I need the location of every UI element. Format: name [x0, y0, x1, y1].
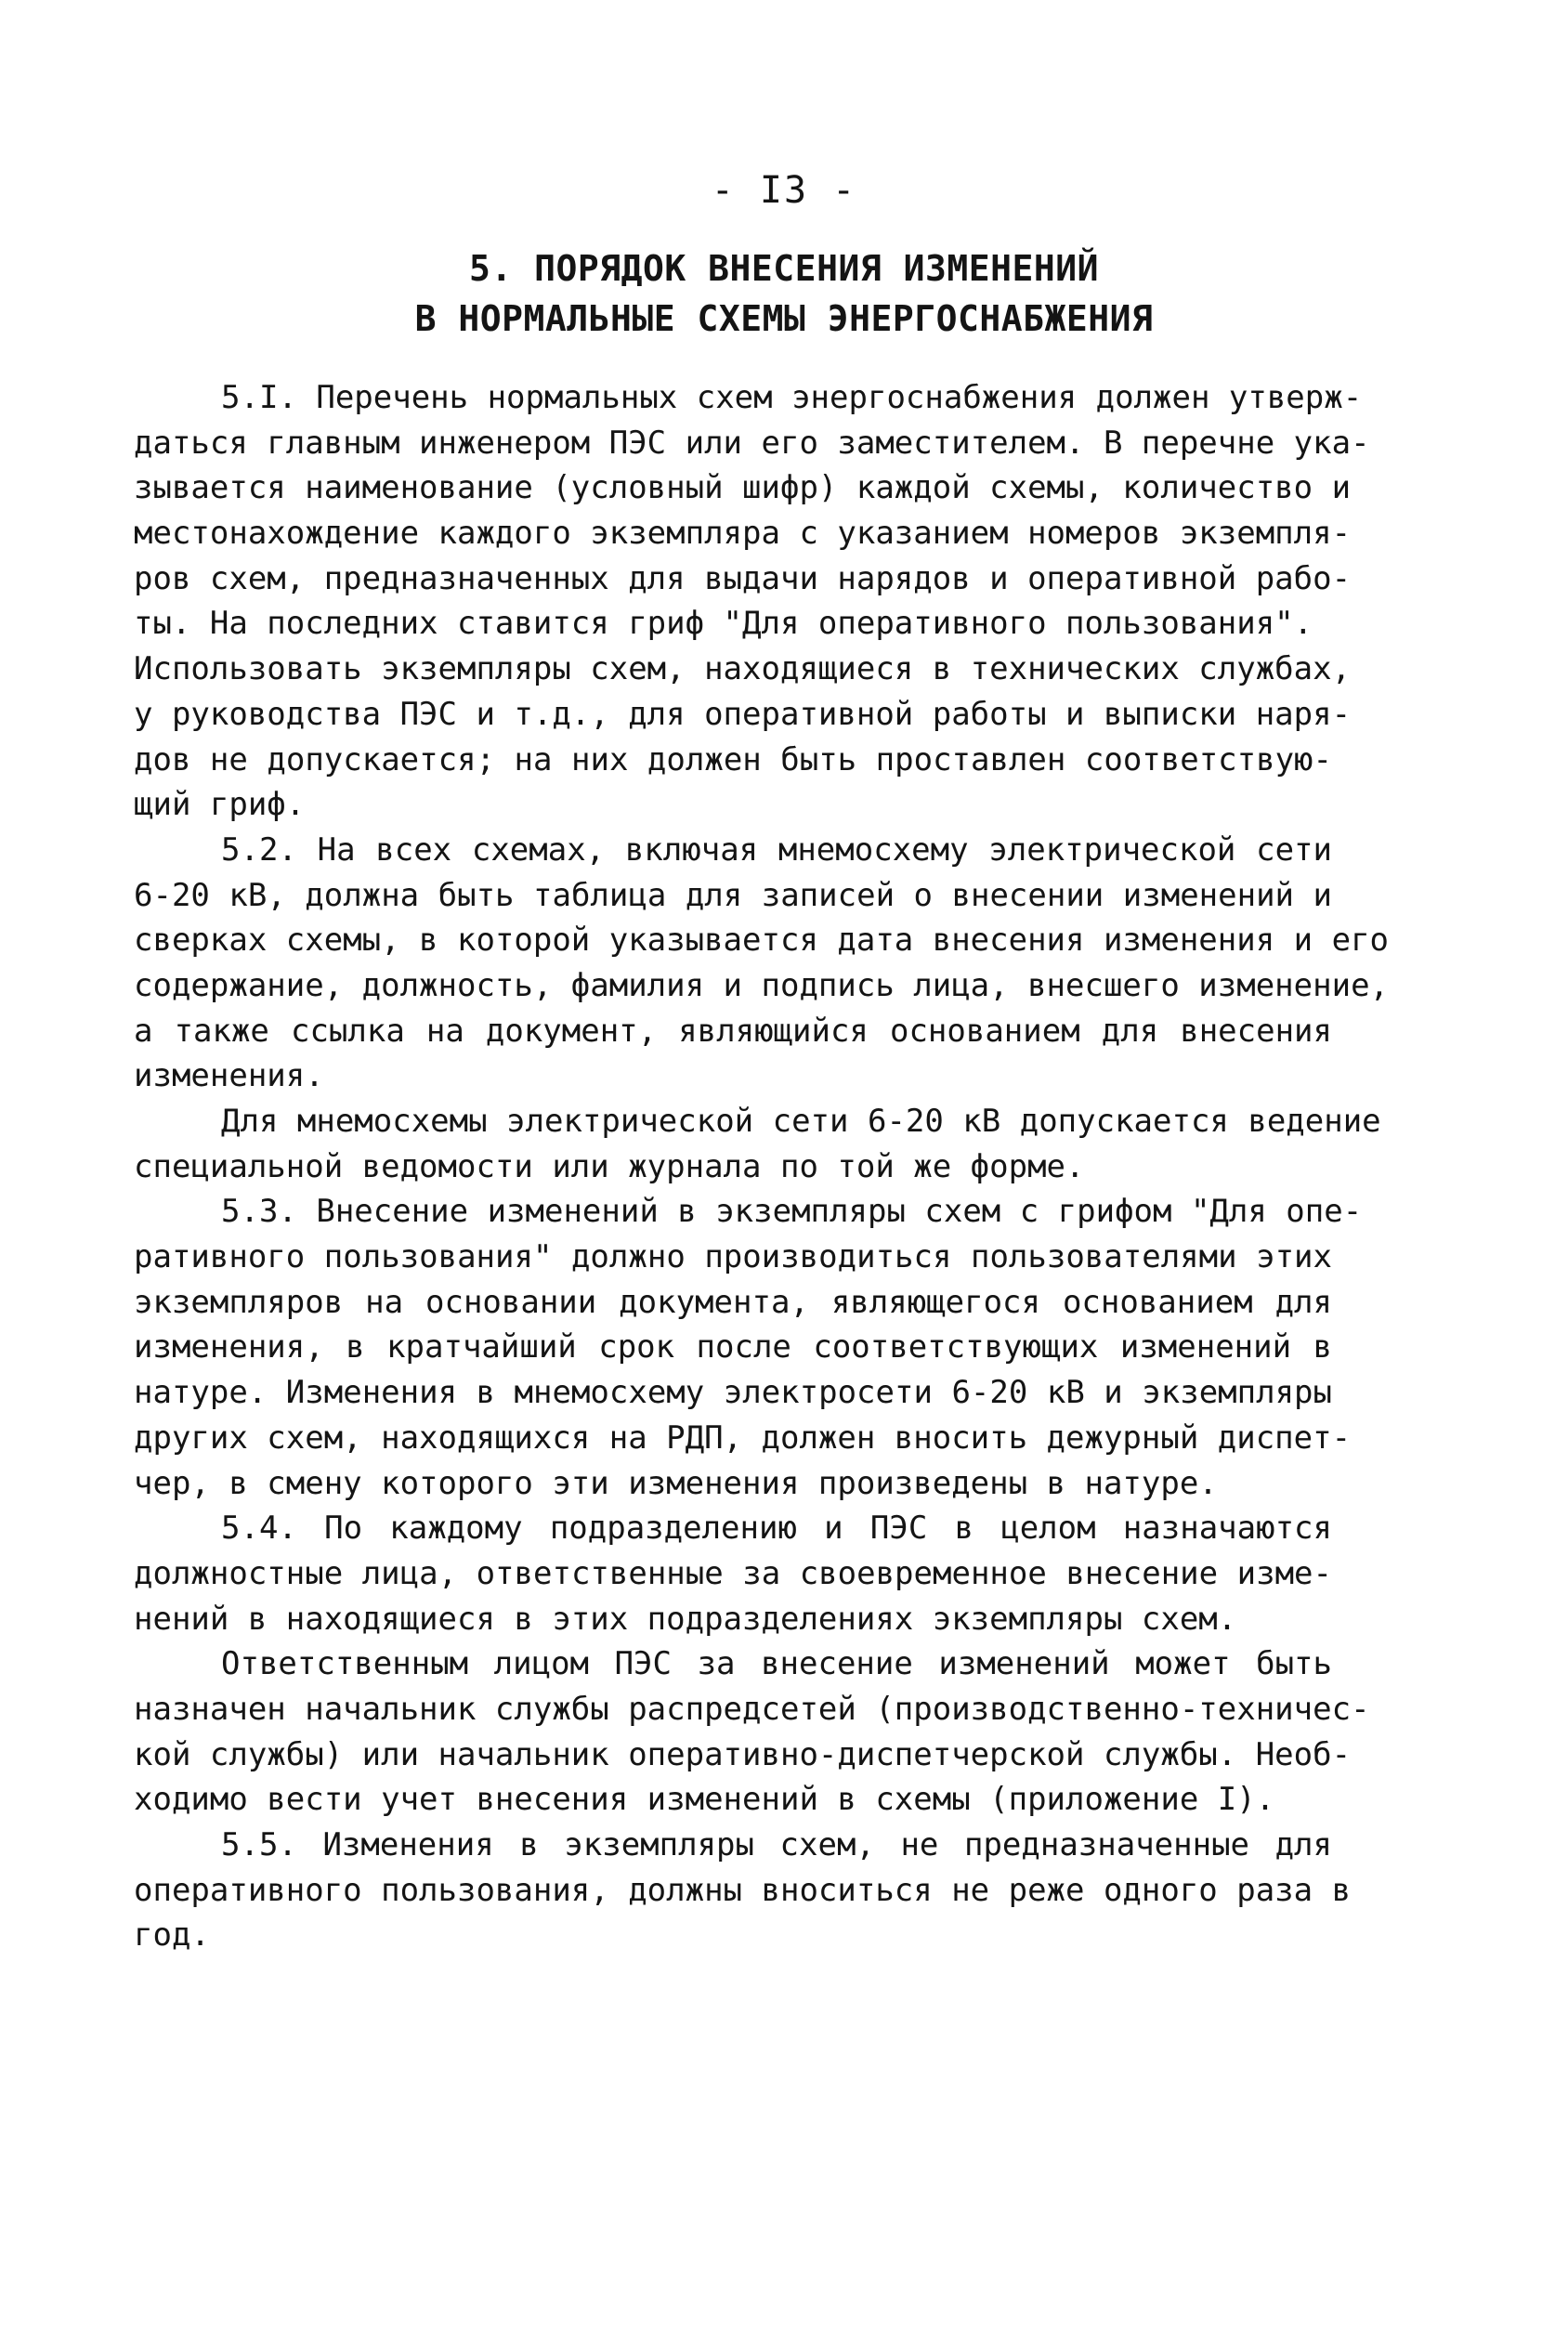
text-line: чер, в смену которого эти изменения произведены в натуре.	[134, 1464, 1218, 1502]
text-line: а также ссылка на документ, являющийся основанием для внесения	[134, 1012, 1332, 1050]
text-line: 5.4. По каждому подразделению и ПЭС в целом назначаются	[221, 1510, 1332, 1548]
text-line: должностные лица, ответственные за своевременное внесение изме-	[134, 1554, 1332, 1592]
text-line: Для мнемосхемы электрической сети 6-20 кВ допускается ведение	[221, 1103, 1381, 1140]
text-line: даться главным инженером ПЭС или его заместителем. В перечне ука-	[134, 424, 1370, 462]
section-title-line: В НОРМАЛЬНЫЕ СХЕМЫ ЭНЕРГОСНАБЖЕНИЯ	[414, 298, 1154, 339]
text-line: ративного пользования" должно производиться пользователями этих	[134, 1238, 1332, 1276]
text-line: специальной ведомости или журнала по той же форме.	[134, 1147, 1085, 1185]
text-line: изменения.	[134, 1057, 324, 1095]
text-line: ров схем, предназначенных для выдачи нарядов и оперативной рабо-	[134, 559, 1352, 597]
text-line: содержание, должность, фамилия и подпись лица, внесшего изменение,	[134, 966, 1390, 1004]
text-line: оперативного пользования, должны вноситься не реже одного раза в	[134, 1871, 1352, 1909]
text-line: нений в находящиеся в этих подразделениях экземпляры схем.	[134, 1600, 1237, 1638]
text-line: изменения, в кратчайший срок после соответствующих изменений в	[134, 1328, 1332, 1366]
text-line: местонахождение каждого экземпляра с указанием номеров экземпля-	[134, 515, 1352, 553]
text-line: кой службы) или начальник оперативно-диспетчерской службы. Необ-	[134, 1735, 1352, 1773]
text-line: Использовать экземпляры схем, находящиеся в технических службах,	[134, 650, 1352, 688]
text-line: Ответственным лицом ПЭС за внесение изменений может быть	[221, 1645, 1332, 1683]
text-line: зывается наименование (условный шифр) каждой схемы, количество и	[134, 469, 1352, 507]
text-line: 5.I. Перечень нормальных схем энергоснабжения должен утверж-	[221, 379, 1363, 416]
section-title-line: 5. ПОРЯДОК ВНЕСЕНИЯ ИЗМЕНЕНИЙ	[469, 248, 1099, 289]
text-line: натуре. Изменения в мнемосхему электросети 6-20 кВ и экземпляры	[134, 1374, 1332, 1412]
text-line: 6-20 кВ, должна быть таблица для записей о внесении изменений и	[134, 876, 1332, 914]
page-number: - I3 -	[711, 169, 857, 212]
text-line: год.	[134, 1916, 210, 1954]
text-line: щий гриф.	[134, 786, 306, 824]
text-line: 5.3. Внесение изменений в экземпляры схем с грифом "Для опе-	[221, 1193, 1363, 1231]
text-line: у руководства ПЭС и т.д., для оперативной работы и выписки наря-	[134, 695, 1352, 733]
text-line: экземпляров на основании документа, являющегося основанием для	[134, 1283, 1332, 1321]
text-line: других схем, находящихся на РДП, должен вносить дежурный диспет-	[134, 1418, 1352, 1457]
section-body	[134, 375, 1390, 1958]
text-line: сверках схемы, в которой указывается дата внесения изменения и его	[134, 922, 1390, 960]
text-line: 5.2. На всех схемах, включая мнемосхему электрической сети	[221, 830, 1332, 869]
text-line: дов не допускается; на них должен быть проставлен соответствую-	[134, 740, 1332, 778]
text-line: назначен начальник службы распредсетей (производственно-техничес-	[134, 1690, 1370, 1728]
section-title	[0, 243, 1568, 344]
text-line: 5.5. Изменения в экземпляры схем, не предназначенные для	[221, 1826, 1332, 1863]
text-line: ты. На последних ставится гриф "Для оперативного пользования".	[134, 605, 1313, 643]
text-line: ходимо вести учет внесения изменений в схемы (приложение I).	[134, 1781, 1275, 1819]
